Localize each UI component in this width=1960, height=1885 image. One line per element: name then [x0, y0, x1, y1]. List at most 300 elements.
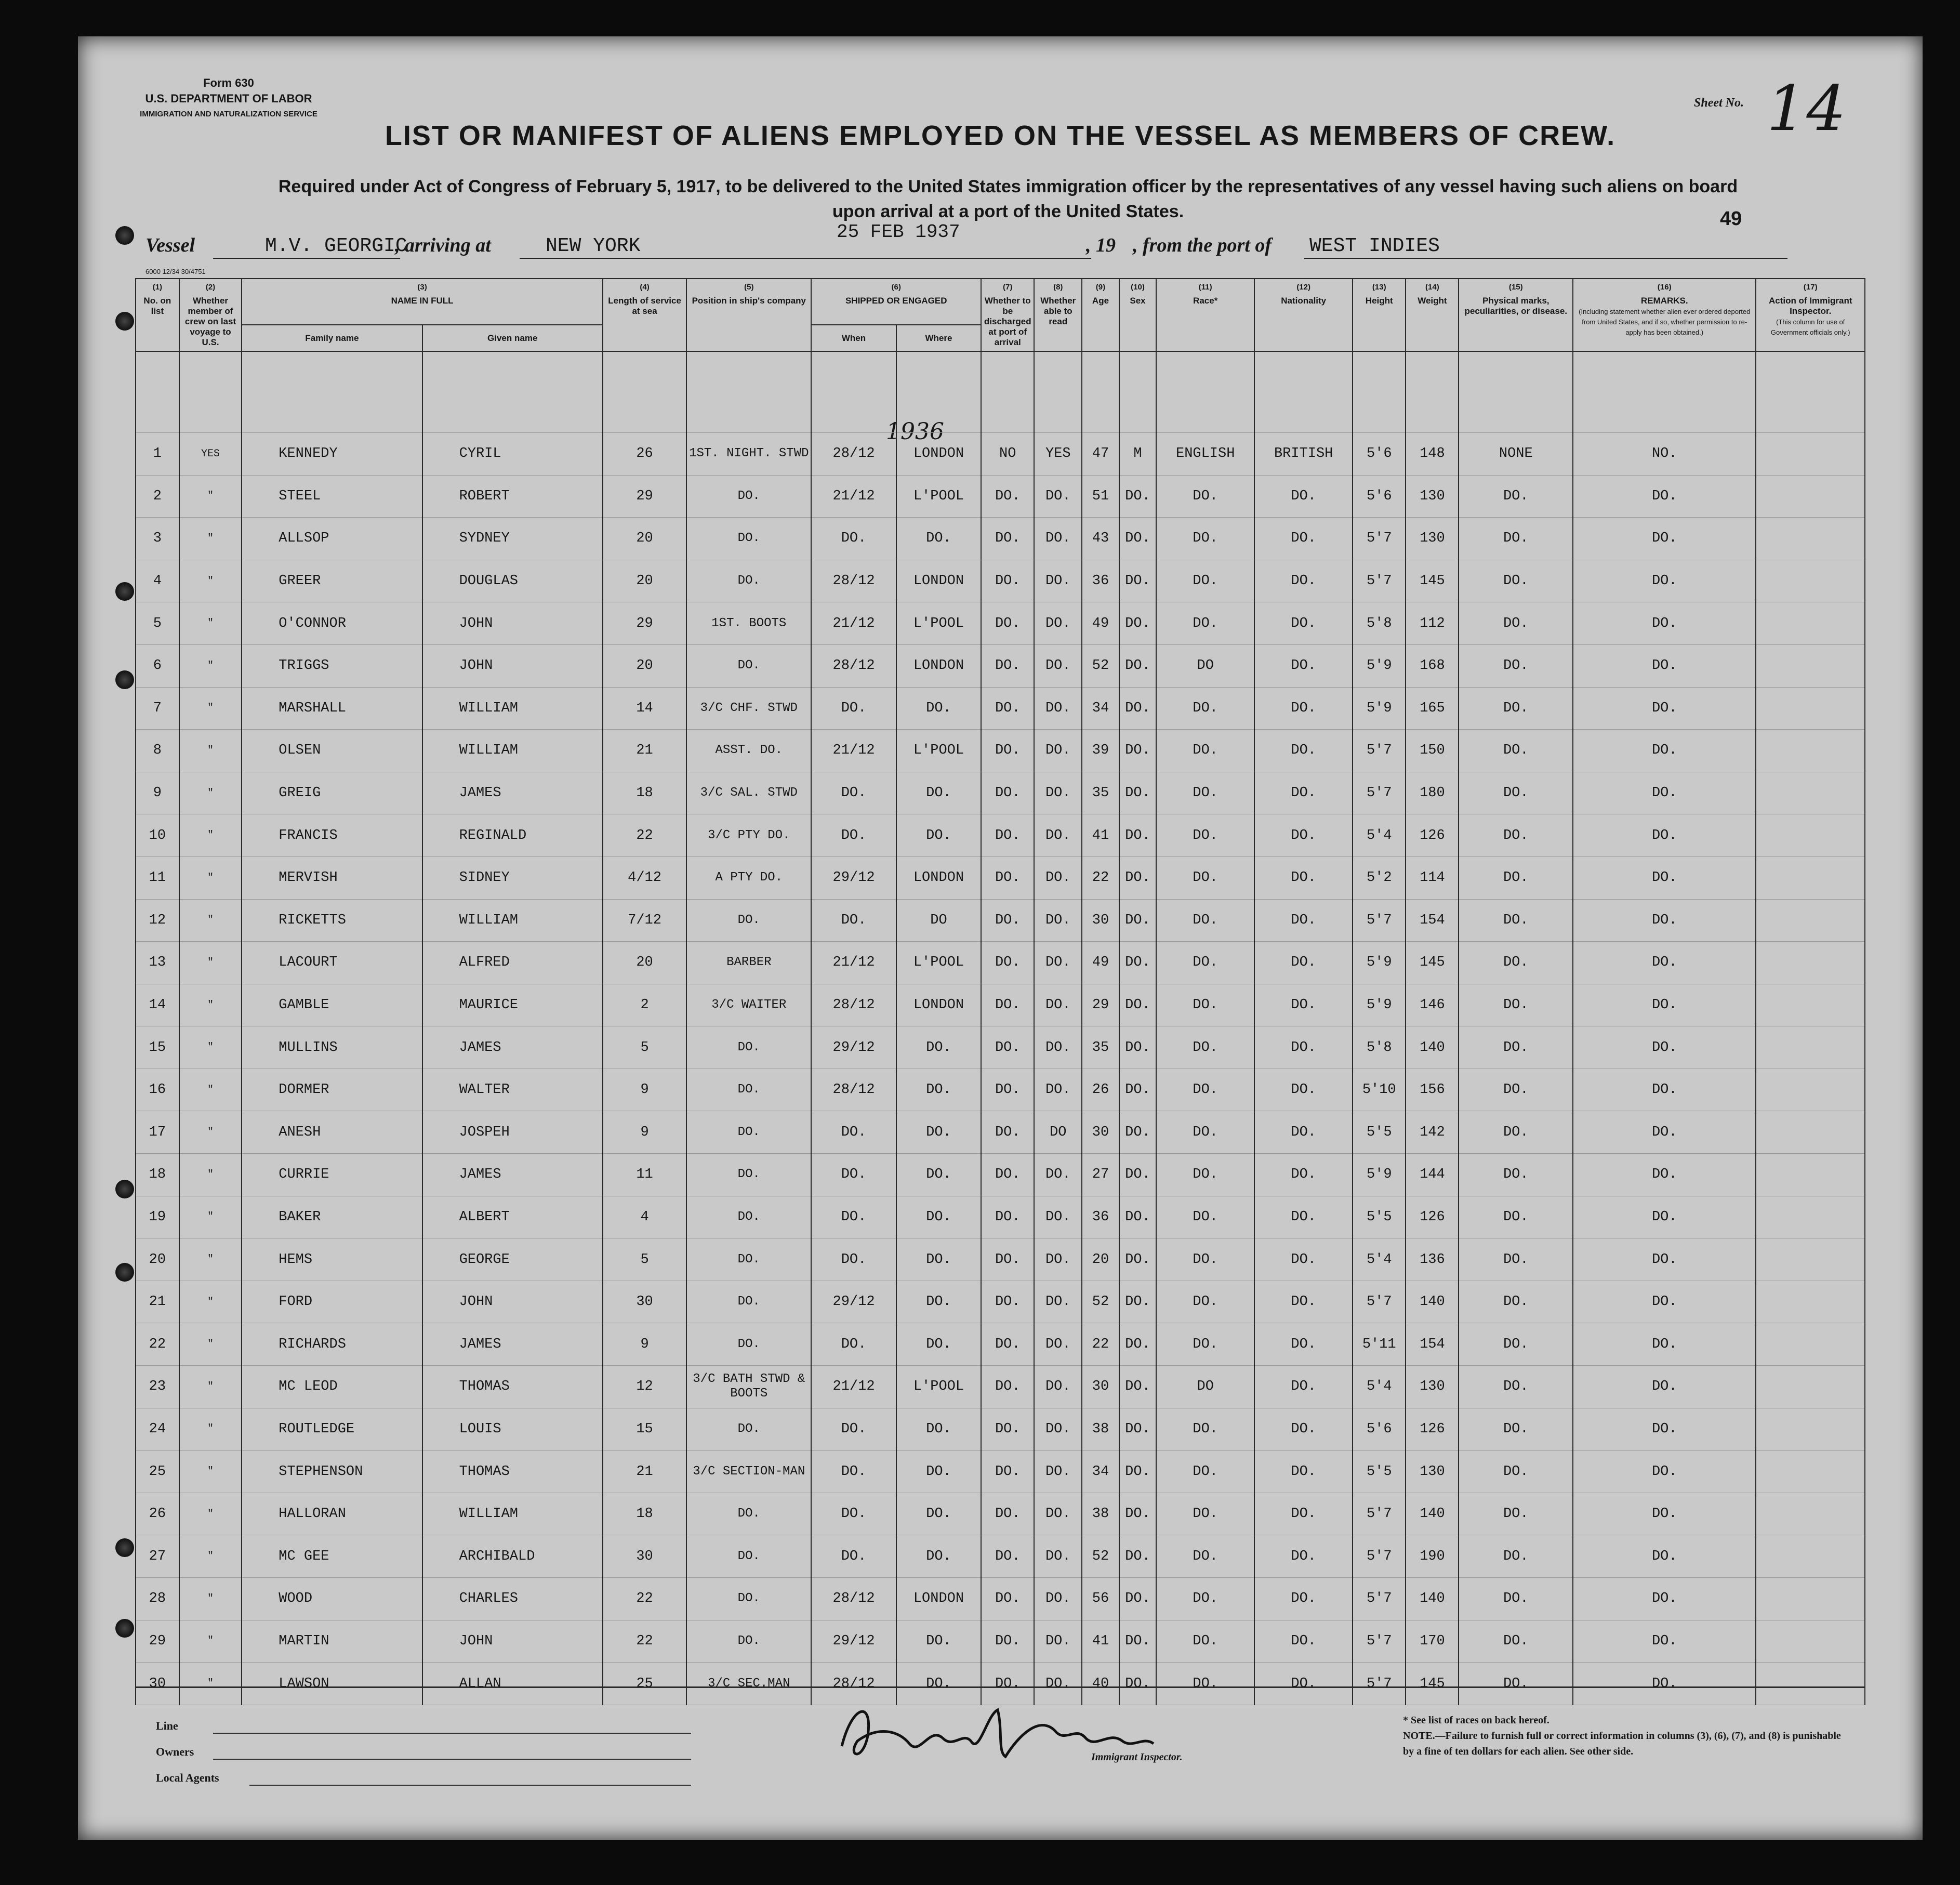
cell-position: A PTY DO. [686, 856, 811, 899]
table-row [136, 1111, 1865, 1154]
cell-family-name: MARSHALL [242, 687, 422, 730]
cell-race: DO. [1156, 856, 1254, 899]
cell-weight: 142 [1406, 1111, 1459, 1154]
cell-prev-voyage: " [179, 984, 242, 1026]
header-row [136, 279, 1865, 325]
cell-height: 5'7 [1353, 518, 1406, 560]
cell-height: 5'9 [1353, 1154, 1406, 1196]
cell-given-name: JOHN [422, 602, 603, 645]
cell-inspector-action [1756, 518, 1865, 560]
cell-number: 1 [136, 432, 179, 475]
cell-age: 29 [1082, 984, 1119, 1026]
cell-given-name: ALBERT [422, 1196, 603, 1238]
cell-shipped-where: L'POOL [896, 1366, 981, 1408]
cell-physical-marks: DO. [1459, 1578, 1573, 1620]
cell-prev-voyage: " [179, 899, 242, 942]
cell-physical-marks: DO. [1459, 984, 1573, 1026]
cell-given-name: JAMES [422, 1154, 603, 1196]
cell-prev-voyage: " [179, 560, 242, 602]
footer-notes [1403, 1712, 1850, 1759]
cell-discharged: DO. [981, 1451, 1034, 1493]
cell-prev-voyage: " [179, 1069, 242, 1111]
cell-remarks: DO. [1573, 475, 1756, 518]
sheet-number-label: Sheet No. [1694, 96, 1744, 110]
cell-discharged: DO. [981, 602, 1034, 645]
cell-race: DO. [1156, 730, 1254, 772]
cell-physical-marks: DO. [1459, 1535, 1573, 1578]
arriving-label: , arriving at [395, 234, 491, 256]
cell-height: 5'7 [1353, 560, 1406, 602]
cell-physical-marks: DO. [1459, 899, 1573, 942]
form-number: Form 630 [203, 76, 254, 89]
cell-age: 56 [1082, 1578, 1119, 1620]
cell-able-to-read: DO. [1034, 1366, 1082, 1408]
cell-family-name: BAKER [242, 1196, 422, 1238]
line-label: Line [156, 1719, 178, 1732]
cell-prev-voyage: " [179, 1366, 242, 1408]
cell-family-name: MARTIN [242, 1620, 422, 1663]
cell-weight: 130 [1406, 1366, 1459, 1408]
cell-race: DO. [1156, 1408, 1254, 1451]
cell-position: 3/C SECTION-MAN [686, 1451, 811, 1493]
cell-physical-marks: DO. [1459, 1366, 1573, 1408]
cell-nationality: DO. [1254, 1578, 1353, 1620]
cell-shipped-where: DO. [896, 1535, 981, 1578]
cell-service-length: 11 [603, 1154, 686, 1196]
cell-height: 5'9 [1353, 984, 1406, 1026]
cell-sex: DO. [1119, 1323, 1157, 1366]
cell-position: DO. [686, 1493, 811, 1535]
cell-remarks: DO. [1573, 1620, 1756, 1663]
cell-given-name: WILLIAM [422, 1493, 603, 1535]
table-row [136, 814, 1865, 857]
cell-height: 5'5 [1353, 1451, 1406, 1493]
cell-inspector-action [1756, 1281, 1865, 1323]
cell-discharged: DO. [981, 475, 1034, 518]
cell-age: 20 [1082, 1238, 1119, 1281]
cell-position: 3/C PTY DO. [686, 814, 811, 857]
page-subtitle: Required under Act of Congress of February 5, 1917, to be delivered to the United States immigration officer by the representatives of any vessel having such aliens on board upon arrival at a port of the United States. [278, 177, 1738, 221]
cell-weight: 112 [1406, 602, 1459, 645]
cell-service-length: 29 [603, 602, 686, 645]
cell-remarks: DO. [1573, 1111, 1756, 1154]
cell-family-name: ALLSOP [242, 518, 422, 560]
cell-nationality: DO. [1254, 1238, 1353, 1281]
col-remarks-header: (16) REMARKS. (Including statement whether alien ever ordered deported from United States, and if so, whether permission to re-apply has been obtained.) [1573, 279, 1756, 351]
cell-age: 34 [1082, 1451, 1119, 1493]
cell-race: DO. [1156, 814, 1254, 857]
cell-prev-voyage: " [179, 730, 242, 772]
cell-position: DO. [686, 1238, 811, 1281]
cell-nationality: DO. [1254, 1451, 1353, 1493]
cell-nationality: DO. [1254, 1111, 1353, 1154]
cell-prev-voyage: YES [179, 432, 242, 475]
cell-age: 43 [1082, 518, 1119, 560]
cell-position: DO. [686, 1281, 811, 1323]
cell-able-to-read: DO. [1034, 772, 1082, 814]
local-agents-label: Local Agents [156, 1771, 219, 1784]
cell-sex: DO. [1119, 1578, 1157, 1620]
cell-discharged: DO. [981, 1620, 1034, 1663]
cell-weight: 144 [1406, 1154, 1459, 1196]
table-row [136, 730, 1865, 772]
cell-age: 26 [1082, 1069, 1119, 1111]
cell-able-to-read: DO. [1034, 560, 1082, 602]
cell-prev-voyage: " [179, 602, 242, 645]
table-row [136, 1493, 1865, 1535]
cell-remarks: DO. [1573, 730, 1756, 772]
cell-able-to-read: DO. [1034, 644, 1082, 687]
cell-nationality: DO. [1254, 518, 1353, 560]
cell-height: 5'2 [1353, 856, 1406, 899]
cell-age: 49 [1082, 602, 1119, 645]
cell-family-name: TRIGGS [242, 644, 422, 687]
cell-physical-marks: DO. [1459, 1493, 1573, 1535]
cell-prev-voyage: " [179, 687, 242, 730]
cell-height: 5'7 [1353, 1493, 1406, 1535]
cell-prev-voyage: " [179, 1493, 242, 1535]
cell-inspector-action [1756, 687, 1865, 730]
vessel-name: M.V. GEORGIC [265, 235, 407, 257]
cell-sex: DO. [1119, 644, 1157, 687]
cell-discharged: DO. [981, 730, 1034, 772]
from-port: WEST INDIES [1309, 235, 1440, 257]
cell-number: 5 [136, 602, 179, 645]
cell-service-length: 26 [603, 432, 686, 475]
cell-able-to-read: DO. [1034, 1154, 1082, 1196]
cell-height: 5'6 [1353, 1408, 1406, 1451]
cell-service-length: 21 [603, 730, 686, 772]
cell-remarks: DO. [1573, 814, 1756, 857]
cell-discharged: DO. [981, 1408, 1034, 1451]
col-read-header: (8) Whether able to read [1034, 279, 1082, 351]
cell-shipped-when: DO. [811, 1408, 896, 1451]
cell-height: 5'5 [1353, 1196, 1406, 1238]
cell-age: 41 [1082, 1620, 1119, 1663]
cell-race: DO. [1156, 560, 1254, 602]
cell-remarks: DO. [1573, 687, 1756, 730]
cell-race: DO. [1156, 1578, 1254, 1620]
table-row [136, 602, 1865, 645]
cell-able-to-read: DO. [1034, 518, 1082, 560]
cell-height: 5'7 [1353, 1663, 1406, 1705]
cell-position: DO. [686, 1196, 811, 1238]
cell-given-name: CHARLES [422, 1578, 603, 1620]
cell-weight: 145 [1406, 942, 1459, 984]
cell-service-length: 2 [603, 984, 686, 1026]
table-row [136, 1451, 1865, 1493]
cell-discharged: DO. [981, 1154, 1034, 1196]
cell-position: DO. [686, 1535, 811, 1578]
cell-physical-marks: DO. [1459, 687, 1573, 730]
cell-given-name: ALLAN [422, 1663, 603, 1705]
cell-service-length: 20 [603, 942, 686, 984]
cell-number: 4 [136, 560, 179, 602]
cell-sex: DO. [1119, 1026, 1157, 1069]
cell-height: 5'6 [1353, 432, 1406, 475]
print-code: 6000 12/34 30/4751 [145, 268, 206, 275]
cell-inspector-action [1756, 560, 1865, 602]
table-row [136, 1620, 1865, 1663]
page-title: LIST OR MANIFEST OF ALIENS EMPLOYED ON THE VESSEL AS MEMBERS OF CREW. [385, 120, 1616, 151]
cell-position: DO. [686, 1026, 811, 1069]
cell-given-name: JOSPEH [422, 1111, 603, 1154]
col-discharged-header: (7) Whether to be discharged at port of arrival [981, 279, 1034, 351]
cell-sex: DO. [1119, 1111, 1157, 1154]
crew-manifest-table [135, 278, 1865, 1705]
cell-sex: DO. [1119, 1069, 1157, 1111]
cell-shipped-where: DO. [896, 518, 981, 560]
cell-discharged: DO. [981, 984, 1034, 1026]
cell-given-name: LOUIS [422, 1408, 603, 1451]
cell-shipped-where: DO. [896, 1663, 981, 1705]
cell-number: 27 [136, 1535, 179, 1578]
cell-position: BARBER [686, 942, 811, 984]
cell-able-to-read: DO. [1034, 899, 1082, 942]
cell-service-length: 25 [603, 1663, 686, 1705]
cell-weight: 130 [1406, 518, 1459, 560]
cell-given-name: ARCHIBALD [422, 1535, 603, 1578]
cell-sex: DO. [1119, 856, 1157, 899]
cell-shipped-where: L'POOL [896, 602, 981, 645]
cell-given-name: DOUGLAS [422, 560, 603, 602]
cell-physical-marks: DO. [1459, 1111, 1573, 1154]
cell-race: DO. [1156, 1535, 1254, 1578]
cell-prev-voyage: " [179, 1323, 242, 1366]
cell-sex: DO. [1119, 475, 1157, 518]
cell-height: 5'9 [1353, 942, 1406, 984]
binder-hole-icon [115, 582, 134, 601]
from-port-label: , from the port of [1133, 234, 1272, 256]
cell-sex: DO. [1119, 1408, 1157, 1451]
cell-able-to-read: DO. [1034, 856, 1082, 899]
table-row [136, 1281, 1865, 1323]
cell-given-name: GEORGE [422, 1238, 603, 1281]
cell-nationality: DO. [1254, 942, 1353, 984]
cell-sex: DO. [1119, 1620, 1157, 1663]
cell-weight: 180 [1406, 772, 1459, 814]
cell-given-name: SYDNEY [422, 518, 603, 560]
cell-age: 39 [1082, 730, 1119, 772]
col-when-header: When [811, 325, 896, 351]
cell-weight: 145 [1406, 1663, 1459, 1705]
cell-number: 30 [136, 1663, 179, 1705]
cell-shipped-when: 21/12 [811, 942, 896, 984]
cell-shipped-where: DO. [896, 1493, 981, 1535]
cell-able-to-read: DO. [1034, 1578, 1082, 1620]
cell-height: 5'7 [1353, 1281, 1406, 1323]
cell-weight: 140 [1406, 1578, 1459, 1620]
cell-shipped-where: DO. [896, 1069, 981, 1111]
cell-race: DO. [1156, 1154, 1254, 1196]
cell-height: 5'4 [1353, 814, 1406, 857]
cell-shipped-when: DO. [811, 1493, 896, 1535]
cell-family-name: GREIG [242, 772, 422, 814]
cell-position: DO. [686, 1620, 811, 1663]
table-row [136, 1069, 1865, 1111]
cell-shipped-where: LONDON [896, 984, 981, 1026]
cell-physical-marks: DO. [1459, 1451, 1573, 1493]
cell-able-to-read: DO. [1034, 1663, 1082, 1705]
cell-remarks: DO. [1573, 899, 1756, 942]
cell-age: 22 [1082, 856, 1119, 899]
cell-able-to-read: YES [1034, 432, 1082, 475]
cell-remarks: DO. [1573, 1026, 1756, 1069]
cell-able-to-read: DO. [1034, 687, 1082, 730]
cell-height: 5'4 [1353, 1238, 1406, 1281]
cell-race: DO. [1156, 984, 1254, 1026]
cell-prev-voyage: " [179, 856, 242, 899]
cell-number: 21 [136, 1281, 179, 1323]
cell-position: 3/C SAL. STWD [686, 772, 811, 814]
cell-weight: 145 [1406, 560, 1459, 602]
cell-nationality: DO. [1254, 687, 1353, 730]
cell-position: DO. [686, 518, 811, 560]
table-row [136, 1154, 1865, 1196]
col-family-name-header: Family name [242, 325, 422, 351]
cell-race: DO. [1156, 1238, 1254, 1281]
cell-position: DO. [686, 644, 811, 687]
cell-discharged: DO. [981, 644, 1034, 687]
cell-physical-marks: DO. [1459, 814, 1573, 857]
cell-discharged: DO. [981, 1069, 1034, 1111]
cell-prev-voyage: " [179, 1408, 242, 1451]
cell-physical-marks: DO. [1459, 1323, 1573, 1366]
cell-shipped-where: DO. [896, 1323, 981, 1366]
cell-shipped-when: 28/12 [811, 644, 896, 687]
cell-remarks: DO. [1573, 856, 1756, 899]
cell-race: DO. [1156, 1281, 1254, 1323]
vessel-line [145, 221, 1808, 265]
cell-discharged: DO. [981, 518, 1034, 560]
cell-physical-marks: DO. [1459, 518, 1573, 560]
cell-race: DO. [1156, 518, 1254, 560]
cell-height: 5'8 [1353, 602, 1406, 645]
cell-shipped-where: DO. [896, 1026, 981, 1069]
cell-position: ASST. DO. [686, 730, 811, 772]
cell-service-length: 30 [603, 1281, 686, 1323]
cell-position: 1ST. NIGHT. STWD [686, 432, 811, 475]
cell-family-name: O'CONNOR [242, 602, 422, 645]
cell-able-to-read: DO. [1034, 1620, 1082, 1663]
cell-given-name: JAMES [422, 1323, 603, 1366]
cell-shipped-when: DO. [811, 899, 896, 942]
cell-family-name: LAWSON [242, 1663, 422, 1705]
cell-remarks: DO. [1573, 1408, 1756, 1451]
cell-position: 3/C WAITER [686, 984, 811, 1026]
cell-nationality: DO. [1254, 1408, 1353, 1451]
cell-prev-voyage: " [179, 1620, 242, 1663]
cell-nationality: DO. [1254, 1366, 1353, 1408]
table-row [136, 1578, 1865, 1620]
cell-race: DO. [1156, 1323, 1254, 1366]
cell-height: 5'6 [1353, 475, 1406, 518]
table-row [136, 518, 1865, 560]
cell-service-length: 4 [603, 1196, 686, 1238]
col-nationality-header: (12) Nationality [1254, 279, 1353, 351]
cell-weight: 126 [1406, 1196, 1459, 1238]
cell-weight: 170 [1406, 1620, 1459, 1663]
table-row [136, 1535, 1865, 1578]
manifest-body [136, 351, 1865, 1705]
cell-age: 34 [1082, 687, 1119, 730]
cell-number: 10 [136, 814, 179, 857]
cell-position: 3/C CHF. STWD [686, 687, 811, 730]
cell-discharged: DO. [981, 942, 1034, 984]
cell-remarks: DO. [1573, 1238, 1756, 1281]
cell-position: DO. [686, 475, 811, 518]
cell-physical-marks: DO. [1459, 644, 1573, 687]
cell-weight: 154 [1406, 1323, 1459, 1366]
cell-service-length: 29 [603, 475, 686, 518]
table-row [136, 475, 1865, 518]
cell-able-to-read: DO. [1034, 1535, 1082, 1578]
cell-family-name: LACOURT [242, 942, 422, 984]
cell-number: 20 [136, 1238, 179, 1281]
cell-nationality: DO. [1254, 730, 1353, 772]
cell-race: DO. [1156, 1026, 1254, 1069]
col-position-header: (5) Position in ship's company [686, 279, 811, 351]
cell-age: 38 [1082, 1493, 1119, 1535]
cell-number: 9 [136, 772, 179, 814]
cell-service-length: 12 [603, 1366, 686, 1408]
cell-nationality: DO. [1254, 1026, 1353, 1069]
signature-label: Immigrant Inspector. [1091, 1751, 1183, 1763]
cell-position: DO. [686, 560, 811, 602]
cell-number: 3 [136, 518, 179, 560]
cell-sex: DO. [1119, 1238, 1157, 1281]
cell-height: 5'4 [1353, 1366, 1406, 1408]
cell-sex: DO. [1119, 602, 1157, 645]
table-row [136, 1366, 1865, 1408]
col-height-header: (13) Height [1353, 279, 1406, 351]
binder-hole-icon [115, 226, 134, 245]
cell-discharged: DO. [981, 560, 1034, 602]
cell-family-name: MC GEE [242, 1535, 422, 1578]
cell-service-length: 21 [603, 1451, 686, 1493]
cell-shipped-where: LONDON [896, 1578, 981, 1620]
cell-service-length: 18 [603, 1493, 686, 1535]
cell-sex: DO. [1119, 984, 1157, 1026]
cell-height: 5'9 [1353, 687, 1406, 730]
cell-nationality: DO. [1254, 560, 1353, 602]
cell-discharged: DO. [981, 1323, 1034, 1366]
cell-shipped-where: LONDON [896, 644, 981, 687]
cell-service-length: 22 [603, 1578, 686, 1620]
cell-sex: DO. [1119, 518, 1157, 560]
binder-hole-icon [115, 1538, 134, 1557]
cell-position: DO. [686, 1408, 811, 1451]
cell-service-length: 22 [603, 1620, 686, 1663]
table-row [136, 432, 1865, 475]
col-service-header: (4) Length of service at sea [603, 279, 686, 351]
cell-prev-voyage: " [179, 518, 242, 560]
cell-remarks: DO. [1573, 1196, 1756, 1238]
table-row [136, 856, 1865, 899]
cell-given-name: JOHN [422, 1620, 603, 1663]
cell-shipped-where: DO. [896, 687, 981, 730]
cell-age: 22 [1082, 1323, 1119, 1366]
col-where-header: Where [896, 325, 981, 351]
cell-position: DO. [686, 1111, 811, 1154]
cell-remarks: DO. [1573, 1451, 1756, 1493]
cell-physical-marks: DO. [1459, 602, 1573, 645]
cell-weight: 136 [1406, 1238, 1459, 1281]
cell-inspector-action [1756, 1196, 1865, 1238]
cell-service-length: 20 [603, 644, 686, 687]
table-row [136, 560, 1865, 602]
cell-inspector-action [1756, 1323, 1865, 1366]
